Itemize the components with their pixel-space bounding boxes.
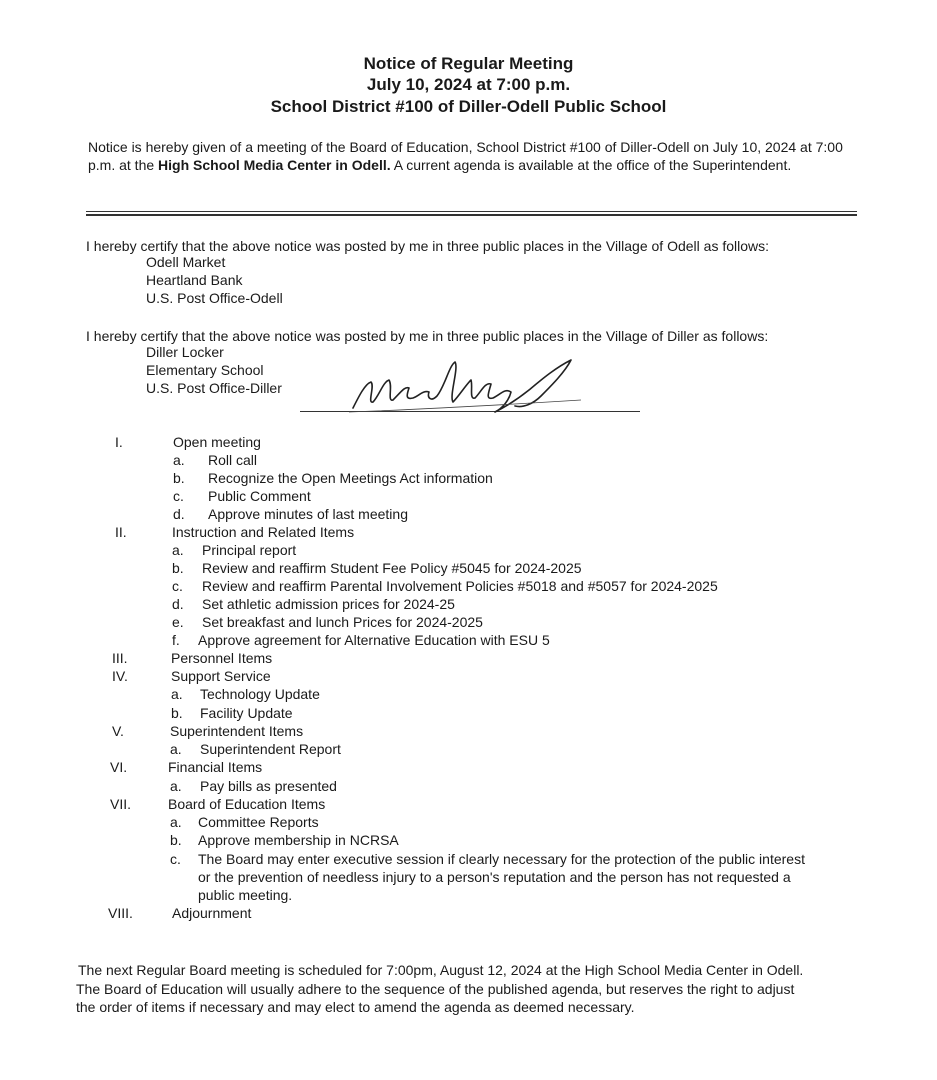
odell-certification-statement: I hereby certify that the above notice was posted by me in three public places in the Village of Odell as follows: [86,238,770,254]
agenda-item: Set athletic admission prices for 2024-25 [202,596,455,612]
agenda-item: Review and reaffirm Student Fee Policy #5045 for 2024-2025 [202,560,582,576]
agenda-item: Approve agreement for Alternative Education with ESU 5 [198,632,550,648]
agenda-sequence-disclaimer: The Board of Education will usually adhere to the sequence of the published agenda, but reserves the right to adjust [76,981,795,997]
agenda-section-title: Superintendent Items [170,723,304,739]
diller-posting-place: Diller Locker [146,344,224,360]
agenda-item-letter: a. [172,542,184,558]
agenda-item-letter: a. [171,686,183,702]
agenda-item-continuation: or the prevention of needless injury to a person's reputation and the person has not requested a [198,869,791,885]
agenda-item: Approve membership in NCRSA [198,832,399,848]
diller-posting-place: Elementary School [146,362,264,378]
agenda-item-letter: e. [172,614,184,630]
meeting-date: July 10, 2024 at 7:00 p.m. [366,75,571,94]
agenda-item-letter: a. [173,452,185,468]
agenda-item-letter: b. [172,560,184,576]
agenda-item-letter: b. [170,832,182,848]
agenda-section-title: Instruction and Related Items [172,524,355,540]
agenda-item-letter: a. [170,814,182,830]
agenda-section-number: IV. [112,668,128,684]
agenda-item-letter: d. [172,596,184,612]
agenda-item: Roll call [208,452,258,468]
agenda-item: Approve minutes of last meeting [208,506,408,522]
agenda-section-title: Board of Education Items [168,796,326,812]
agenda-item: Public Comment [208,488,311,504]
agenda-sequence-disclaimer: the order of items if necessary and may elect to amend the agenda as deemed necessary. [76,999,635,1015]
notice-location: High School Media Center in Odell. [158,156,391,173]
agenda-section-number: II. [115,524,127,540]
agenda-item: Pay bills as presented [200,778,337,794]
agenda-item-letter: c. [172,578,183,594]
agenda-item-letter: b. [171,705,183,721]
agenda-section-title: Support Service [171,668,271,684]
divider-rule [86,211,857,212]
agenda-section-title: Personnel Items [171,650,273,666]
agenda-item: Recognize the Open Meetings Act information [208,470,493,486]
agenda-item: Committee Reports [198,814,319,830]
agenda-item: Review and reaffirm Parental Involvement Policies #5018 and #5057 for 2024-2025 [202,578,718,594]
agenda-item-letter: b. [173,470,185,486]
agenda-item-letter: c. [173,488,184,504]
agenda-item-letter: a. [170,778,182,794]
agenda-item: Superintendent Report [200,741,341,757]
agenda-section-number: VI. [110,759,128,775]
handwritten-signature [345,356,585,418]
notice-paragraph [88,139,863,174]
notice-title: Notice of Regular Meeting [363,54,574,73]
agenda-item: Facility Update [200,705,293,721]
agenda-item-letter: c. [170,851,181,867]
agenda-item: Set breakfast and lunch Prices for 2024-2025 [202,614,483,630]
agenda-section-title: Open meeting [173,434,261,450]
agenda-item-continuation: public meeting. [198,887,293,903]
agenda-item: Principal report [202,542,297,558]
notice-text-start: Notice is hereby given of a meeting of the Board of Education, School District #100 of Diller-Odell on July 10, 2024 at 7:00 p.m. at the [88,139,843,173]
odell-posting-place: Heartland Bank [146,272,243,288]
agenda-item-letter: f. [172,632,180,648]
agenda-item: Technology Update [200,686,320,702]
notice-text-end: A current agenda is available at the office of the Superintendent. [390,156,792,173]
agenda-item-letter: d. [173,506,185,522]
next-meeting-notice: The next Regular Board meeting is scheduled for 7:00pm, August 12, 2024 at the High School Media Center in Odell. [78,962,804,978]
odell-posting-place: U.S. Post Office-Odell [146,290,283,306]
agenda-section-title: Adjournment [172,905,252,921]
school-district-name: School District #100 of Diller-Odell Public School [270,97,667,116]
agenda-section-number: V. [112,723,124,739]
agenda-section-number: I. [115,434,123,450]
agenda-item-letter: a. [170,741,182,757]
agenda-section-number: III. [112,650,128,666]
odell-posting-place: Odell Market [146,254,226,270]
agenda-section-title: Financial Items [168,759,263,775]
diller-certification-statement: I hereby certify that the above notice was posted by me in three public places in the Village of Diller as follows: [86,328,769,344]
agenda-section-number: VII. [110,796,132,812]
divider-rule-thick [86,214,857,216]
agenda-section-number: VIII. [108,905,133,921]
diller-posting-place: U.S. Post Office-Diller [146,380,282,396]
agenda-item: The Board may enter executive session if clearly necessary for the protection of the public interest [198,851,805,867]
